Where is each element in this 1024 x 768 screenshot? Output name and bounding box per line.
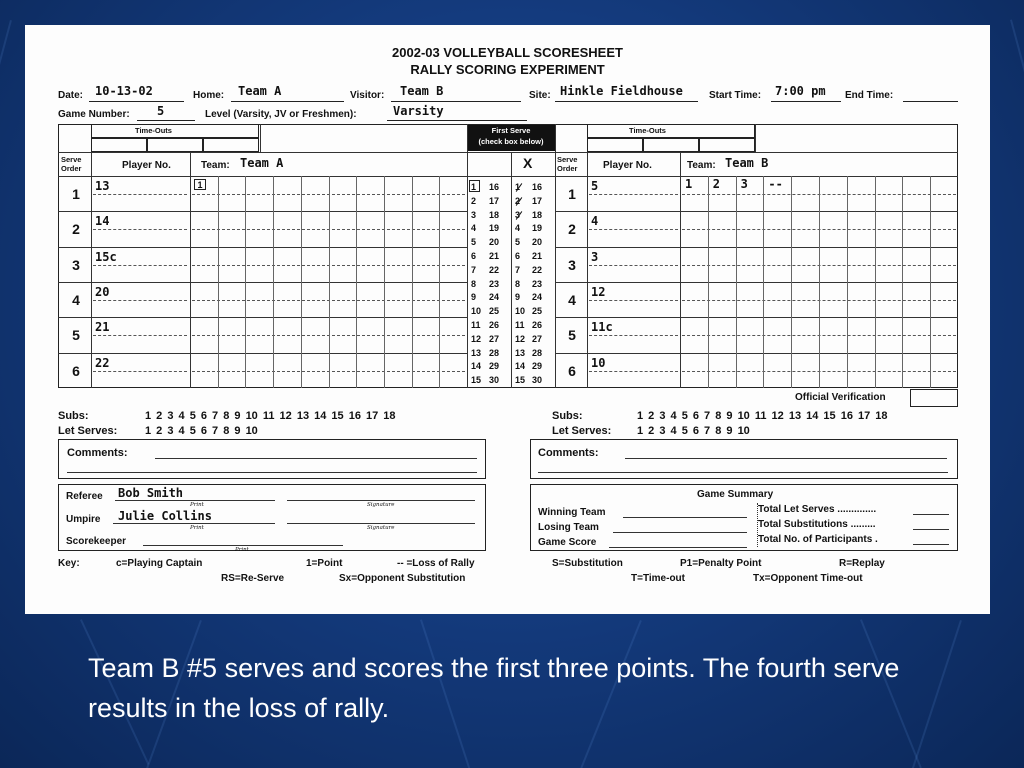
row-separator [555, 353, 958, 354]
key-penalty-point: P1=Penalty Point [680, 558, 762, 569]
timeouts-right-header [587, 124, 755, 138]
subs-left-numbers: 1 2 3 4 5 6 7 8 9 10 11 12 13 14 15 16 17 18 [145, 410, 396, 422]
key-time-out: T=Time-out [631, 573, 685, 584]
point-number[interactable]: 14 [471, 361, 482, 372]
player-number[interactable]: 21 [95, 320, 110, 335]
point-number[interactable]: 15 [471, 375, 482, 386]
key-playing-captain: c=Playing Captain [116, 558, 203, 569]
score-cell-divider [245, 176, 246, 388]
timeouts-left-label: Time-Outs [135, 126, 172, 135]
row-separator [58, 317, 467, 318]
site-value: Hinkle Fieldhouse [560, 84, 683, 98]
timeouts-right-label: Time-Outs [629, 126, 666, 135]
first-serve-sub: (check box below) [478, 137, 544, 146]
point-number[interactable]: 18 [532, 209, 543, 220]
key-loss-of-rally: -- =Loss of Rally [397, 558, 475, 569]
score-cell-divider [273, 176, 274, 388]
point-number[interactable]: 16 [489, 182, 500, 192]
dashed-divider [589, 194, 678, 195]
home-label: Home: [193, 90, 225, 101]
point-number[interactable]: 7 [515, 264, 521, 275]
umpire-value: Julie Collins [118, 509, 212, 523]
let-serves-right-numbers: 1 2 3 4 5 6 7 8 9 10 [637, 425, 750, 437]
score-cell-divider [384, 176, 385, 388]
visitor-value: Team B [400, 84, 444, 98]
score-cell-divider [791, 176, 792, 388]
score-cell-divider [763, 176, 764, 388]
visitor-line [391, 101, 521, 102]
player-number[interactable]: 22 [95, 355, 110, 370]
let-serves-left-numbers: 1 2 3 4 5 6 7 8 9 10 [145, 425, 258, 437]
key-replay: R=Replay [839, 558, 885, 569]
score-cell-divider [329, 176, 330, 388]
comments-right-label: Comments: [538, 447, 599, 459]
level-line [387, 120, 527, 121]
point-number[interactable]: 13 [471, 347, 482, 358]
timeout-box[interactable] [147, 138, 203, 152]
losing-team-label: Losing Team [538, 522, 599, 533]
player-number[interactable]: 13 [95, 179, 110, 193]
point-number[interactable]: 20 [532, 237, 543, 248]
row-separator [555, 211, 958, 212]
let-serves-right-label: Let Serves: [552, 425, 612, 437]
score-cell-divider [412, 176, 413, 388]
serve-order-right: 5 [568, 327, 576, 344]
comments-right-box[interactable] [530, 439, 958, 479]
serve-order-right: 4 [568, 291, 576, 308]
subs-left-label: Subs: [58, 410, 89, 422]
point-number[interactable]: 14 [515, 361, 526, 372]
serve-order-left-2: Order [61, 164, 82, 173]
total-let-serves-label: Total Let Serves .............. [758, 504, 877, 515]
point-number[interactable]: 25 [489, 306, 500, 317]
point-number[interactable]: 2 [515, 195, 521, 206]
point-number[interactable]: 8 [471, 278, 477, 289]
official-verification-box[interactable] [910, 389, 958, 407]
referee-signature-label: Signature [367, 502, 395, 508]
point-number[interactable]: 27 [532, 333, 543, 344]
official-verification-label: Official Verification [795, 392, 886, 403]
timeout-box[interactable] [91, 138, 147, 152]
row-separator [555, 247, 958, 248]
team-b-score-mark[interactable]: 1 [685, 177, 693, 191]
player-number[interactable]: 11c [591, 320, 613, 335]
point-number[interactable]: 9 [471, 292, 477, 303]
level-value: Varsity [393, 104, 444, 118]
scorekeeper-print-label: Print [235, 547, 249, 553]
point-number[interactable]: 1 [515, 182, 521, 192]
score-cell-divider [930, 176, 931, 388]
point-number[interactable]: 5 [471, 237, 477, 248]
point-number[interactable]: 30 [532, 375, 543, 386]
game-number-line [137, 120, 195, 121]
date-value: 10-13-02 [95, 84, 153, 98]
timeouts-left-header [91, 124, 259, 138]
game-number-label: Game Number: [58, 109, 130, 120]
first-point-box [469, 180, 480, 192]
dashed-divider [93, 194, 187, 195]
score-cell-divider [847, 176, 848, 388]
serve-order-left: 2 [72, 221, 80, 238]
serve-order-right: 3 [568, 256, 576, 273]
point-number[interactable]: 3 [515, 209, 521, 220]
dashed-divider [93, 335, 187, 336]
player-number[interactable]: 12 [591, 284, 606, 299]
point-number[interactable]: 10 [471, 306, 482, 317]
row-separator [58, 247, 467, 248]
point-number[interactable]: 8 [515, 278, 521, 289]
dashed-divider [589, 300, 678, 301]
end-time-line [903, 101, 958, 102]
key-opp-time-out: Tx=Opponent Time-out [753, 573, 863, 584]
score-cell-divider [875, 176, 876, 388]
subs-right-label: Subs: [552, 410, 583, 422]
serve-order-right-2: Order [557, 164, 578, 173]
serve-order-left-1: Serve [61, 155, 82, 164]
row-separator [555, 282, 958, 283]
point-number[interactable]: 10 [515, 306, 526, 317]
score-cell-divider [736, 176, 737, 388]
point-number[interactable]: 22 [489, 264, 500, 275]
point-number[interactable]: 19 [532, 223, 543, 234]
dashed-divider [93, 300, 187, 301]
point-number[interactable]: 4 [471, 223, 477, 234]
point-number[interactable]: 5 [515, 237, 521, 248]
umpire-label: Umpire [66, 514, 101, 525]
point-number[interactable]: 3 [471, 209, 477, 220]
subs-right-numbers: 1 2 3 4 5 6 7 8 9 10 11 12 13 14 15 16 17 18 [637, 410, 888, 422]
serve-order-left: 5 [72, 327, 80, 344]
team-a-first-point-box[interactable]: 1 [194, 179, 206, 190]
point-number[interactable]: 23 [489, 278, 500, 289]
key-re-serve: RS=Re-Serve [221, 573, 285, 584]
point-number[interactable]: 11 [471, 320, 481, 330]
dashed-divider [589, 229, 678, 230]
team-b-score-mark[interactable]: -- [768, 177, 783, 191]
total-subs-label: Total Substitutions ......... [758, 519, 876, 530]
point-number[interactable]: 13 [515, 347, 526, 358]
team-name-right: Team B [725, 156, 769, 170]
point-number[interactable]: 4 [515, 223, 521, 234]
start-time-line [771, 101, 841, 102]
game-number-value: 5 [157, 104, 165, 118]
player-number[interactable]: 4 [591, 214, 599, 229]
start-time-label: Start Time: [709, 90, 762, 101]
scorekeeper-label: Scorekeeper [66, 536, 127, 547]
point-number[interactable]: 1 [471, 182, 477, 192]
timeout-box[interactable] [587, 138, 643, 152]
winning-team-label: Winning Team [538, 507, 606, 518]
point-number[interactable]: 17 [532, 195, 543, 206]
score-cell-divider [439, 176, 440, 388]
player-no-right: Player No. [603, 160, 652, 171]
point-number[interactable]: 20 [489, 237, 500, 248]
first-serve-label: First Serve [491, 126, 531, 135]
point-number[interactable]: 11 [515, 320, 525, 330]
team-label-left: Team: [201, 160, 230, 171]
serve-order-left: 1 [72, 186, 80, 202]
point-number[interactable]: 12 [515, 333, 526, 344]
point-number[interactable]: 16 [532, 182, 543, 192]
umpire-print-label: Print [190, 525, 204, 531]
point-number[interactable]: 26 [532, 320, 543, 330]
slide-caption: Team B #5 serves and scores the first three points. The fourth serve results in the loss of rally. [88, 653, 900, 723]
point-number[interactable]: 30 [489, 375, 500, 386]
point-number[interactable]: 24 [532, 292, 543, 303]
key-point: 1=Point [306, 558, 343, 569]
game-score-label: Game Score [538, 537, 597, 548]
point-number[interactable]: 6 [515, 251, 521, 261]
player-number[interactable]: 14 [95, 214, 110, 229]
first-serve-mark: X [523, 155, 533, 171]
player-number[interactable]: 10 [591, 355, 606, 370]
score-cell-divider [708, 176, 709, 388]
total-participants-label: Total No. of Participants . [758, 534, 878, 545]
dashed-divider [589, 371, 678, 372]
score-cell-divider [218, 176, 219, 388]
row-separator [58, 211, 467, 212]
dashed-divider [93, 229, 187, 230]
team-b-score-mark[interactable]: 3 [740, 177, 748, 191]
site-label: Site: [529, 90, 551, 101]
timeout-box[interactable] [203, 138, 259, 152]
dashed-divider [93, 371, 187, 372]
umpire-signature-label: Signature [367, 525, 395, 531]
dashed-divider [589, 335, 678, 336]
let-serves-left-label: Let Serves: [58, 425, 118, 437]
point-number[interactable]: 24 [489, 292, 500, 303]
home-value: Team A [238, 84, 282, 98]
serve-order-right-1: Serve [557, 155, 578, 164]
team-name-left: Team A [240, 156, 284, 170]
player-number[interactable]: 3 [591, 249, 599, 264]
point-number[interactable]: 12 [471, 333, 482, 344]
level-label: Level (Varsity, JV or Freshmen): [205, 109, 357, 120]
point-number[interactable]: 29 [532, 361, 543, 372]
row-separator [555, 317, 958, 318]
point-number[interactable]: 19 [489, 223, 500, 234]
point-number[interactable]: 7 [471, 264, 477, 275]
timeout-box[interactable] [699, 138, 755, 152]
score-cell-divider [819, 176, 820, 388]
row-separator [58, 282, 467, 283]
visitor-label: Visitor: [350, 90, 385, 101]
player-number[interactable]: 15c [95, 249, 117, 264]
serve-order-left: 6 [72, 362, 80, 379]
point-number[interactable]: 28 [489, 347, 500, 358]
point-number[interactable]: 2 [471, 195, 477, 206]
site-line [555, 101, 698, 102]
serve-order-left: 4 [72, 291, 80, 308]
score-cell-divider [301, 176, 302, 388]
point-number[interactable]: 18 [489, 209, 500, 220]
end-time-label: End Time: [845, 90, 894, 101]
start-time-value: 7:00 pm [775, 84, 826, 98]
sheet-subtitle: RALLY SCORING EXPERIMENT [410, 62, 605, 77]
point-number[interactable]: 9 [515, 292, 521, 303]
referee-print-label: Print [190, 502, 204, 508]
key-label: Key: [58, 558, 80, 569]
score-grid [58, 124, 958, 388]
date-label: Date: [58, 90, 84, 101]
serve-order-right: 1 [568, 186, 576, 202]
player-no-left: Player No. [122, 160, 171, 171]
point-number[interactable]: 29 [489, 361, 500, 372]
scoresheet [25, 25, 990, 614]
summary-divider [757, 503, 758, 547]
serve-order-left: 3 [72, 256, 80, 273]
point-number[interactable]: 26 [489, 320, 500, 330]
score-cell-divider [356, 176, 357, 388]
serve-order-right: 2 [568, 221, 576, 238]
dashed-divider [93, 265, 187, 266]
player-number[interactable]: 20 [95, 284, 110, 299]
point-number[interactable]: 15 [515, 375, 526, 386]
point-number[interactable]: 17 [489, 195, 500, 206]
team-label-right: Team: [687, 160, 716, 171]
player-number[interactable]: 5 [591, 179, 599, 193]
row-separator [58, 353, 467, 354]
comments-left-box[interactable] [58, 439, 486, 479]
date-line [89, 101, 184, 102]
dashed-divider [589, 265, 678, 266]
score-cell-divider [902, 176, 903, 388]
point-number[interactable]: 21 [532, 251, 543, 261]
serve-order-right: 6 [568, 362, 576, 379]
sheet-title: 2002-03 VOLLEYBALL SCORESHEET [392, 45, 623, 60]
point-number[interactable]: 6 [471, 251, 477, 261]
point-number[interactable]: 21 [489, 251, 500, 261]
key-opp-sub: Sx=Opponent Substitution [339, 573, 466, 584]
point-number[interactable]: 25 [532, 306, 543, 317]
timeout-box[interactable] [643, 138, 699, 152]
point-number[interactable]: 23 [532, 278, 543, 289]
comments-left-label: Comments: [67, 447, 128, 459]
point-number[interactable]: 28 [532, 347, 543, 358]
point-number[interactable]: 22 [532, 264, 543, 275]
team-b-score-mark[interactable]: 2 [712, 177, 721, 191]
home-line [231, 101, 344, 102]
game-summary-title: Game Summary [697, 489, 774, 500]
point-number[interactable]: 27 [489, 333, 500, 344]
referee-value: Bob Smith [118, 486, 184, 500]
referee-label: Referee [66, 491, 103, 502]
key-substitution: S=Substitution [552, 558, 623, 569]
